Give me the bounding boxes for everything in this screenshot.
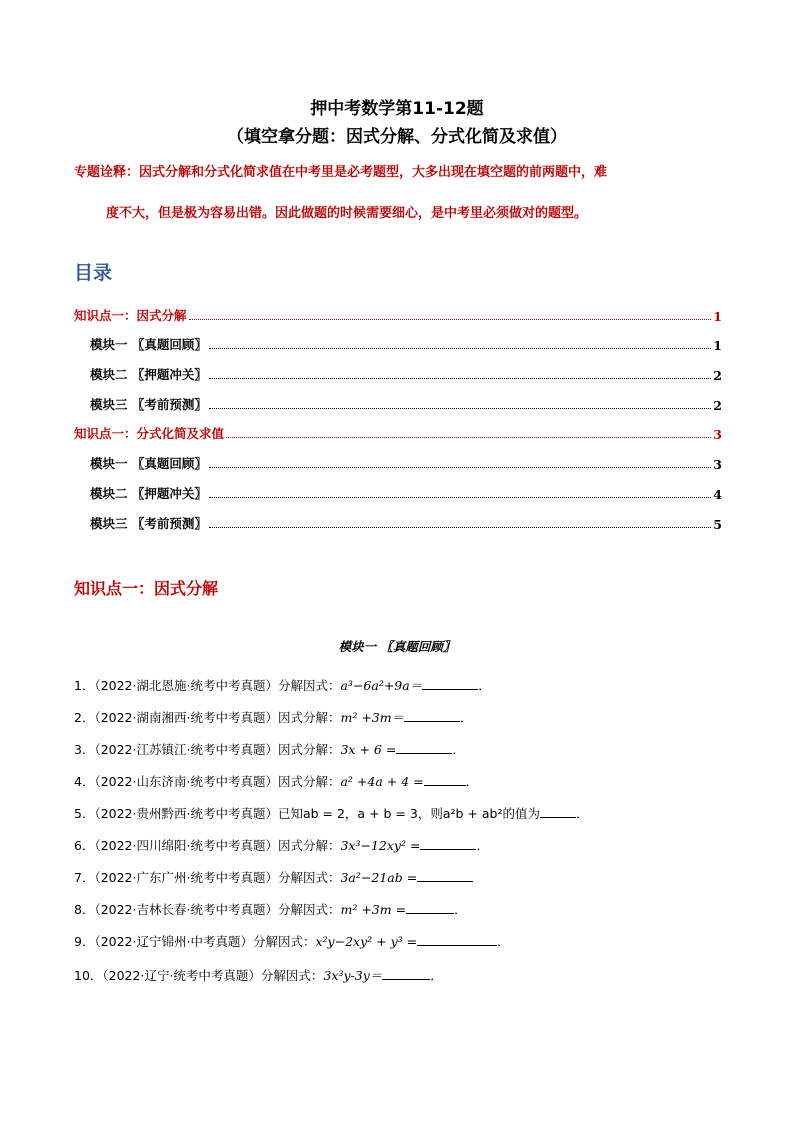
toc-leader-dots [209,466,711,468]
question-text: 因式分解： [277,742,341,757]
question-number: 10． [74,968,103,983]
toc-entry-label: 模块三 〖考前预测〗 [90,515,207,531]
question-end: ． [575,806,589,821]
question-item [74,867,734,899]
toc-entry[interactable] [74,383,722,413]
answer-blank[interactable] [540,805,576,818]
page-subtitle: （填空拿分题：因式分解、分式化简及求值） [227,127,567,147]
toc-entry-page: 3 [713,427,722,443]
question-expression: 3x + 6 = [340,742,397,757]
question-item [74,803,734,835]
question-expression: 3a²−21ab = [340,870,418,885]
toc-entry-page: 2 [713,397,722,413]
question-source: （2022·吉林长春·统考中考真题） [94,902,278,917]
question-text: 因式分解： [277,774,341,789]
page-title: 押中考数学第11-12题 [310,99,484,119]
question-number: 9． [74,934,95,949]
question-item [74,965,734,997]
question-text: 分解因式： [277,678,341,693]
answer-blank[interactable] [424,773,466,786]
topic-note-line-1: 专题诠释：因式分解和分式化简求值在中考里是必考题型，大多出现在填空题的前两题中，难 [74,165,608,180]
toc-entry-label: 模块二 〖押题冲关〗 [90,485,207,501]
answer-blank[interactable] [406,901,454,914]
toc-entry-label: 模块二 〖押题冲关〗 [90,367,207,383]
question-source: （2022·四川绵阳·统考中考真题） [94,838,278,853]
answer-blank[interactable] [404,709,460,722]
question-end: ． [454,902,467,917]
question-number: 4． [74,774,95,789]
toc-entry[interactable] [74,413,722,443]
question-expression: a³−6a²+9a＝ [340,678,423,693]
toc-leader-dots [209,377,711,379]
toc-entry-page: 5 [713,516,722,532]
toc-entry[interactable] [74,324,722,354]
question-number: 5． [74,806,95,821]
question-source: （2022·江苏镇江·统考中考真题） [94,742,278,757]
question-expression: 3x³−12xy² = [340,838,421,853]
toc-leader-dots [209,407,711,409]
question-text: 分解因式： [252,934,316,949]
question-item [74,675,734,707]
question-item [74,739,734,771]
question-expression: m² +3m = [340,902,407,917]
toc-entry-label: 知识点一：因式分解 [74,307,187,323]
answer-blank[interactable] [420,837,476,850]
table-of-contents [74,294,722,532]
toc-entry[interactable] [74,294,722,324]
toc-entry[interactable] [74,472,722,502]
question-end: ． [460,710,473,725]
question-end: ． [452,742,465,757]
toc-entry-page: 1 [713,338,722,354]
question-expression: m² +3m＝ [340,710,405,725]
question-text: 分解因式： [277,870,341,885]
question-number: 8． [74,902,95,917]
module-title: 模块一 〖真题回顾〗 [338,639,456,654]
toc-entry-label: 模块一 〖真题回顾〗 [90,456,207,472]
question-number: 2． [74,710,95,725]
toc-leader-dots [226,436,711,438]
question-source: （2022·广东广州·统考中考真题） [94,870,278,885]
question-text: 已知ab = 2，a + b = 3，则a²b + ab²的值为 [277,806,540,821]
question-text: 因式分解： [277,838,341,853]
topic-note-line-2: 度不大，但是极为容易出错。因此做题的时候需要细心，是中考里必须做对的题型。 [106,206,588,221]
toc-entry-page: 3 [713,457,722,473]
question-end: ． [497,934,510,949]
section-title: 知识点一：因式分解 [74,579,219,598]
toc-heading: 目录 [74,262,113,284]
question-item [74,771,734,803]
question-number: 1． [74,678,95,693]
toc-entry[interactable] [74,502,722,532]
answer-blank[interactable] [382,967,430,980]
question-number: 6． [74,838,95,853]
toc-entry[interactable] [74,353,722,383]
question-item [74,931,734,963]
toc-entry-page: 1 [713,308,722,324]
question-end: ． [465,774,479,789]
toc-entry-page: 4 [713,486,722,502]
question-end: ． [476,838,489,853]
toc-entry-label: 模块一 〖真题回顾〗 [90,337,207,353]
question-expression: a² +4a + 4 = [340,774,424,789]
toc-leader-dots [209,496,711,498]
question-item [74,707,734,739]
toc-leader-dots [189,318,712,320]
toc-leader-dots [209,347,711,349]
question-end: ． [478,678,491,693]
question-text: 因式分解： [277,710,341,725]
question-end: ． [430,968,443,983]
toc-entry[interactable] [74,442,722,472]
question-source: （2022·山东济南·统考中考真题） [94,774,278,789]
answer-blank[interactable] [422,677,478,690]
question-source: （2022·辽宁锦州·中考真题） [94,934,253,949]
toc-entry-page: 2 [713,368,722,384]
answer-blank[interactable] [396,741,452,754]
question-source: （2022·辽宁·统考中考真题） [102,968,261,983]
question-number: 3． [74,742,95,757]
toc-entry-label: 模块三 〖考前预测〗 [90,396,207,412]
toc-leader-dots [209,526,711,528]
question-text: 分解因式： [277,902,341,917]
question-text: 分解因式： [260,968,324,983]
toc-entry-label: 知识点一：分式化简及求值 [74,426,225,442]
question-number: 7． [74,870,95,885]
answer-blank[interactable] [417,869,473,882]
answer-blank[interactable] [417,933,497,946]
question-source: （2022·湖南湘西·统考中考真题） [94,710,278,725]
question-source: （2022·湖北恩施·统考中考真题） [94,678,278,693]
question-source: （2022·贵州黔西·统考中考真题） [94,806,278,821]
question-item [74,835,734,867]
question-expression: 3x³y-3y＝ [323,968,383,983]
question-list [74,675,734,997]
question-item [74,899,734,931]
question-expression: x²y−2xy² + y³ = [315,934,418,949]
